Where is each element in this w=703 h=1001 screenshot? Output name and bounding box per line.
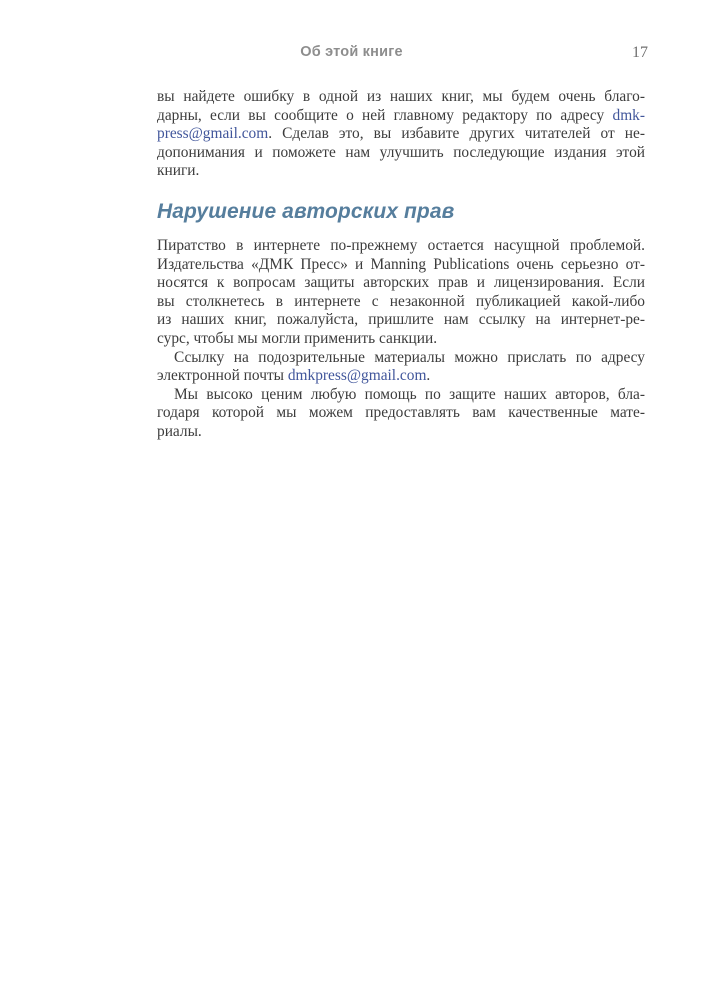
text-run: . xyxy=(426,367,431,385)
page-number: 17 xyxy=(632,44,648,61)
email-link[interactable]: dmk- xyxy=(612,106,645,124)
text-line xyxy=(157,274,645,293)
paragraph xyxy=(157,237,645,349)
text-line xyxy=(157,107,645,126)
paragraph xyxy=(157,349,645,386)
text-run: дарны, если вы сообщите о ней главному редактору по адресу xyxy=(157,106,613,124)
text-line xyxy=(157,404,645,423)
text-run: вы найдете ошибку в одной из наших книг, мы будем очень благо- xyxy=(157,88,645,105)
paragraph xyxy=(157,386,645,442)
running-header xyxy=(0,44,703,64)
text-line xyxy=(157,367,645,386)
page-body xyxy=(157,88,645,442)
text-line xyxy=(157,349,645,368)
text-run: . Сделав это, вы избавите других читателей от не- xyxy=(268,125,645,143)
text-line xyxy=(157,162,645,181)
text-line xyxy=(157,144,645,163)
text-run: носятся к вопросам защиты авторских прав и лицензирования. Если xyxy=(157,274,645,292)
text-line xyxy=(157,330,645,349)
text-run: книги. xyxy=(157,162,200,180)
text-line xyxy=(157,237,645,256)
paragraph xyxy=(157,88,645,181)
text-run: вы столкнетесь в интернете с незаконной публикацией какой-либо xyxy=(157,292,645,310)
text-run: Мы высоко ценим любую помощь по защите наших авторов, бла- xyxy=(174,385,645,403)
text-line xyxy=(157,386,645,405)
text-line xyxy=(157,293,645,312)
running-header-title: Об этой книге xyxy=(300,44,403,60)
text-run: Ссылку на подозрительные материалы можно прислать по адресу xyxy=(174,348,645,366)
text-line xyxy=(157,423,645,442)
email-link[interactable]: press@gmail.com xyxy=(157,125,269,143)
text-line xyxy=(157,125,645,144)
text-line xyxy=(157,88,645,107)
text-run: риалы. xyxy=(157,422,202,440)
text-run: Издательства «ДМК Пресс» и Manning Publications очень серьезно от- xyxy=(157,255,645,273)
email-link[interactable]: dmkpress@gmail.com xyxy=(287,367,427,385)
text-run: Пиратство в интернете по-прежнему остается насущной проблемой. xyxy=(157,236,645,254)
text-run: электронной почты xyxy=(157,367,288,385)
text-line xyxy=(157,256,645,275)
section-heading: Нарушение авторских прав xyxy=(157,199,455,223)
text-run: допонимания и поможете нам улучшить последующие издания этой xyxy=(157,143,645,161)
text-line xyxy=(157,311,645,330)
text-run: сурс, чтобы мы могли применить санкции. xyxy=(157,329,438,347)
text-run: из наших книг, пожалуйста, пришлите нам ссылку на интернет-ре- xyxy=(157,311,645,329)
text-run: годаря которой мы можем предоставлять вам качественные мате- xyxy=(157,404,645,422)
